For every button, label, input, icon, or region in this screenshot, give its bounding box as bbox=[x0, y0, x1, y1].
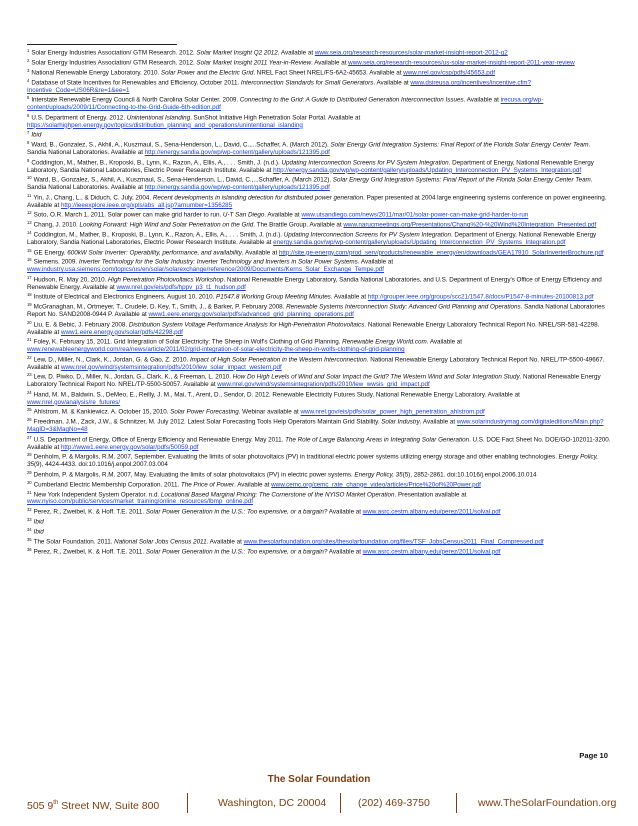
footnote-number: 8 bbox=[27, 140, 30, 146]
footnote-text: Chang, J. 2010. bbox=[33, 221, 80, 229]
footnote-title: Distribution System Voltage Performance Analysis for High-Penetration Photovoltaics bbox=[128, 321, 365, 329]
footnote-number: 3 bbox=[27, 67, 30, 73]
footnote-text: Ward, B., Gonzalez, S., Akhil, A., Kuszmaul, S., Sena-Henderson, L., David, C.,...Schaffer, A. (March 2012). bbox=[31, 141, 331, 149]
footnote-text: U.S. Department of Energy, Office of Energy Efficiency and Renewable Energy. May 2011. bbox=[33, 436, 286, 444]
footnote-link[interactable]: www.asrc.cestm.albany.edu/perez/2011/solval.pdf bbox=[362, 548, 501, 556]
footnote bbox=[27, 354, 611, 371]
footnote-title: Solar Market Insight 2011 Year-in-Review bbox=[196, 59, 312, 67]
footnote bbox=[27, 526, 611, 536]
footnote-text: Hudson, R. May 20, 2010. bbox=[33, 276, 109, 284]
footnote-detail: . Available at bbox=[277, 49, 315, 57]
footnote bbox=[27, 192, 611, 209]
footnote-text: Perez, R., Zweibel, K. & Hoff. T.E. 2011. bbox=[33, 508, 146, 516]
footnote-text: Interstate Renewable Energy Council & North Carolina Solar Center. 2009. bbox=[31, 96, 240, 104]
footnote-text: Cumberland Electric Membership Corporation. 2011. bbox=[33, 480, 181, 488]
footnote-text: Institute of Electrical and Electronics Engineers. August 10, 2010. bbox=[33, 293, 217, 301]
footnote-title: Energy Policy, 35 bbox=[354, 471, 403, 479]
footnote-number: 10 bbox=[27, 175, 32, 181]
footnote-detail: . Available at bbox=[206, 538, 244, 546]
footnote bbox=[27, 57, 611, 67]
footnote-number: 14 bbox=[27, 230, 32, 236]
footer-address-number: 505 9 bbox=[27, 800, 54, 812]
footnote-title: Solar Energy Grid Integration Systems: Final Report of the Florida Solar Energy Center Team bbox=[330, 141, 589, 149]
footnote-title: 600kW Solar Inverter: Operability, performance, and availability bbox=[67, 248, 242, 256]
footnote-number: 27 bbox=[27, 434, 32, 440]
footnote-text: Solar Energy Industries Association/ GTM Research. 2012. bbox=[31, 59, 197, 67]
footnote-detail: . Sandia National Laboratories. Available at bbox=[27, 141, 591, 157]
footnote-link[interactable]: www.narucmeetings.org/Presentations/Chang%20-%20Wind%20Integration_Presented.pdf bbox=[343, 221, 597, 229]
footnote-link[interactable]: www.nrel.gov/wind/systemsintegration/pdfs/2010/lew_solar_impact_western.pdf bbox=[60, 363, 282, 371]
footnote-text: The Solar Foundation. 2011. bbox=[33, 538, 115, 546]
footnote-detail: Available at bbox=[327, 548, 363, 556]
footnote-detail: . Available at bbox=[330, 293, 368, 301]
footnote-text: McGranaghan, M., Ortmeyer, T., Crudele, D. Key, T., Smith, J., & Barker, P. February 2008. bbox=[33, 303, 287, 311]
footnote-number: 15 bbox=[27, 247, 32, 253]
footnote bbox=[27, 157, 611, 174]
footnote-link[interactable]: energy.sandia.gov/wp/wp-content/gallery/uploads/Updating_Interconnection_PV_Systems_Integration.pdf bbox=[273, 238, 566, 246]
footnote-link[interactable]: http://energy.sandia.gov/wp/wp-content/gallery/uploads/121395.pdf bbox=[144, 149, 330, 157]
footnote-detail: . NREL Fact Sheet NREL/FS-6A2-45653. Available at bbox=[253, 69, 404, 77]
footnote-link[interactable]: www.industry.usa.siemens.com/topics/us/en/solar/solarexchange/reference/2009/Documents/Kerns_Solar_Exchange_Tempe.pdf bbox=[27, 266, 385, 274]
footnote-title: Looking Forward: High Wind and Solar Penetration on the Grid bbox=[79, 221, 254, 229]
footnote-detail: . Available at bbox=[463, 96, 501, 104]
footnote-title: Solar Market Insight Q2 2012 bbox=[196, 49, 278, 57]
footnote bbox=[27, 434, 611, 451]
footnote-link[interactable]: www.renewableenergyworld.com/rea/news/article/2011/02/grid-integration-of-solar-electricity-the-sheep-in-wolfs-clothing-of-grid-planning bbox=[27, 346, 405, 354]
footnote-number: 28 bbox=[27, 452, 32, 458]
footnote-title: National Solar Jobs Census 2011 bbox=[114, 538, 207, 546]
footnote-link[interactable]: http://site.ge-energy.com/prod_serv/products/renewable_energy/en/downloads/GEA17910_SolarInverterBrochure.pdf bbox=[278, 248, 604, 256]
footnote-number: 31 bbox=[27, 489, 32, 495]
footnote-number: 12 bbox=[27, 210, 32, 216]
footnote-text: Ward, B., Gonzalez, S., Akhil, A., Kuszmaul, S., Sena-Henderson, L., David, C.,...Schaffer, A. (March 2012). bbox=[33, 176, 333, 184]
footnote-detail: . Presentation available at bbox=[394, 490, 467, 498]
footnote-text: Lew, D. Piwko, D., Miller, N., Jordan, G., Clark, K., & Freeman, L. 2010. bbox=[33, 373, 233, 381]
footnote bbox=[27, 67, 611, 77]
footnote bbox=[27, 229, 611, 246]
footnote-title: Recent developments in islanding detection for distributed power generation bbox=[152, 194, 364, 202]
footnote-detail: . Sandia National Laboratories Report No. SAND2008-0944 P. Available at bbox=[27, 303, 605, 319]
footnote bbox=[27, 371, 611, 388]
footnote-number: 19 bbox=[27, 302, 32, 308]
footnote-link[interactable]: http://energy.sandia.gov/wp/wp-content/gallery/uploads/Updating_Interconnection_PV_Systems_Integration.pdf bbox=[273, 166, 582, 174]
footnote bbox=[27, 389, 611, 406]
footnote-text: Soto, O.R. March 1, 2011. Solar power can make grid harder to run. bbox=[33, 211, 223, 219]
footnote-link[interactable]: www.asrc.cestm.albany.edu/perez/2011/solval.pdf bbox=[362, 508, 501, 516]
footnote-text: Siemens. 2009. bbox=[33, 258, 79, 266]
footnote-detail: . SunShot Initiative High Penetration Solar Portal. Available at bbox=[190, 114, 361, 122]
footnote bbox=[27, 94, 611, 111]
footer-phone: (202) 469-3750 bbox=[358, 797, 430, 809]
footnote-detail: . Webinar available at bbox=[238, 408, 301, 416]
footnote-title: U-T San Diego bbox=[222, 211, 265, 219]
footnote-detail: . Paper presented at 2004 large engineering systems conference on power engineering. Available at bbox=[27, 194, 607, 209]
footer-address-suffix: th bbox=[53, 800, 59, 806]
footnote bbox=[27, 47, 611, 57]
footnote-link[interactable]: https://solarhighpen.energy.gov/topics/distribution_planning_and_operations/unintentional_islanding bbox=[27, 121, 303, 129]
footnote-number: 7 bbox=[27, 130, 30, 136]
footer-contact-row bbox=[0, 793, 638, 813]
footnote-link[interactable]: www.solarindustrymag.com/digitaleditions/Main.php?MagID=3&MagNo=48 bbox=[27, 418, 604, 434]
footnote-number: 4 bbox=[27, 77, 30, 83]
footnote-title: Solar Energy Grid Integration Systems: Final Report of the Florida Solar Energy Center Team bbox=[332, 176, 591, 184]
footnote-link[interactable]: www.dsireusa.org/incentives/incentive.cfm?Incentive_Code=US06R&re=1&ee=1 bbox=[27, 79, 531, 94]
footnote-title: How Do High Levels of Wind and Solar Impact the Grid? The Western Wind and Solar Integration Study bbox=[232, 373, 520, 381]
footnote-title: The Price of Power bbox=[180, 480, 235, 488]
footnote-title: Solar Power Forecasting bbox=[170, 408, 239, 416]
footnote bbox=[27, 336, 611, 353]
footnote-detail: . Available at bbox=[311, 59, 349, 67]
footnote-detail: . National Renewable Energy Laboratory, Sandia National Laboratories, and U.S. Department of Energy's Office of Energy Efficiency and Renewable Energy. Available at bbox=[27, 276, 602, 291]
footnote-number: 9 bbox=[27, 157, 30, 163]
footnote-link[interactable]: www1.eere.energy.gov/solar/pdfs/advanced_grid_planning_operations.pdf bbox=[148, 311, 354, 319]
footnote-link[interactable]: www.seia.org/research-resources/us-solar-market-insight-report-2011-year-review bbox=[348, 59, 575, 67]
footnote-text: Coddington, M., Mather, B., Kroposki, B., Lynn, K., Razon, A., Ellis, A., . . . Smith, J. (n.d.). bbox=[33, 231, 284, 239]
footnote-number: 1 bbox=[27, 48, 30, 53]
footnote-link[interactable]: http://energy.sandia.gov/wp/wp-content/gallery/uploads/121395.pdf bbox=[144, 184, 330, 192]
footnote-number: 5 bbox=[27, 95, 30, 101]
footnote-link[interactable]: www.seia.org/research-resources/solar-market-insight-report-2012-q2 bbox=[314, 49, 508, 57]
footnote-text: Perez, R., Zweibel, K. & Hoff. T.E. 2011. bbox=[33, 548, 146, 556]
footnote-link[interactable]: www.nrel.gov/analysis/re_futures/ bbox=[27, 398, 121, 406]
footnote bbox=[27, 139, 611, 156]
footer-website[interactable]: www.TheSolarFoundation.org bbox=[478, 797, 617, 809]
footnote-text: GE Energy. bbox=[33, 248, 68, 256]
footnote-detail: . National Renewable Energy Laboratory Technical Report No. NREL/TP-5500-49667. Available at bbox=[27, 356, 605, 371]
page-number: Page 10 bbox=[579, 751, 608, 760]
footnotes-list bbox=[27, 47, 611, 556]
footnote-detail: (9), 4424-4433. doi:10.1016/j.enpol.2007.03.004 bbox=[33, 461, 168, 469]
footnote-number: 29 bbox=[27, 469, 32, 475]
footer-divider bbox=[456, 793, 457, 813]
footnote-link[interactable]: irecusa.org/wp-content/uploads/2009/11/Connecting-to-the-Grid-Guide-6th-edition.pdf bbox=[27, 96, 544, 112]
footnote-detail: . U.S. DOE Fact Sheet No. DOE/GO-102011-3200. Available at bbox=[27, 436, 611, 451]
footnote bbox=[27, 489, 611, 506]
footer-address-street: Street NW, Suite 800 bbox=[58, 800, 160, 812]
footnote bbox=[27, 301, 611, 318]
footnote-number: 32 bbox=[27, 507, 32, 512]
footnote-detail: . National Renewable Energy Laboratory Technical Report No. NREL/TP-5500-50057. Available at bbox=[27, 373, 601, 389]
footnote-number: 16 bbox=[27, 257, 32, 263]
footnote-link[interactable]: www.nrel.gov/csp/pdfs/45653.pdf bbox=[403, 69, 495, 77]
footnote-text: Denholm, P. & Margolis, R.M. 2007, September. Evaluating the limits of solar photovoltaics (PV) in traditional electric power systems utilizing energy storage and other enabling technologies. bbox=[33, 453, 559, 461]
footnote-detail: . Department of Energy, National Renewable Energy Laboratory, Sandia National Laboratories, Electric Power Research Institute. Available at bbox=[27, 159, 594, 174]
footnote bbox=[27, 291, 611, 301]
footnote-number: 23 bbox=[27, 372, 32, 378]
footnote bbox=[27, 536, 611, 546]
footnote bbox=[27, 112, 611, 129]
footnote-text: Solar Energy Industries Association/ GTM Research. 2012. bbox=[31, 49, 197, 57]
footnote-detail: . Sandia National Laboratories. Available at bbox=[27, 176, 593, 192]
footnote-title: The Role of Large Balancing Areas in Integrating Solar Generation bbox=[285, 436, 470, 444]
footnote-title: High Penetration Photovoltaics Workshop bbox=[108, 276, 224, 284]
footnote bbox=[27, 174, 611, 191]
footnote-number: 18 bbox=[27, 292, 32, 298]
footnote bbox=[27, 479, 611, 489]
footnote bbox=[27, 256, 611, 273]
footnote-title: Energy Policy, 35 bbox=[27, 453, 599, 469]
footnote-title: Solar Power and the Electric Grid bbox=[160, 69, 254, 77]
footnote-title: Updating Interconnection Screens for PV System Integration bbox=[281, 159, 449, 167]
footnote-detail: . Available at bbox=[357, 258, 394, 266]
footnote-text: Freedman, J.M., Zack, J.W., & Schnitzer, M. July 2012. Latest Solar Forecasting Tools Help Operators Maintain Grid Stability. bbox=[33, 418, 382, 426]
footnote-detail: . Available at bbox=[264, 211, 302, 219]
footnote-title: Updating Interconnection Screens for PV System Integration bbox=[283, 231, 451, 239]
footnote-detail: . Available at bbox=[419, 418, 457, 426]
footnote-title: Locational Based Marginal Pricing: The Cornerstone of the NYISO Market Operation bbox=[160, 490, 395, 498]
footnote-number: 11 bbox=[27, 192, 32, 198]
footnote-title: Ibid bbox=[33, 518, 44, 526]
footnote-title: Impact of High Solar Penetration in the Western Interconnection bbox=[189, 356, 367, 364]
footer-city: Washington, DC 20004 bbox=[218, 797, 327, 809]
footnote-number: 24 bbox=[27, 389, 32, 395]
footnote bbox=[27, 77, 611, 94]
footnote-title: Connecting to the Grid: A Guide to Distributed Generation Interconnection Issues bbox=[239, 96, 464, 104]
footnote-number: 36 bbox=[27, 546, 32, 552]
footnote bbox=[27, 416, 611, 433]
footnote-number: 33 bbox=[27, 516, 32, 522]
footnote-link[interactable]: www1.eere.energy.gov/solar/pdfs/42298.pdf bbox=[60, 328, 183, 336]
footnote-link[interactable]: http://ieeexplore.ieee.org/xpls/abs_all.jsp?arnumber=1356285 bbox=[60, 201, 233, 209]
footnote-number: 26 bbox=[27, 417, 32, 423]
footnote-number: 25 bbox=[27, 407, 32, 413]
footnote-link[interactable]: www.nrel.gov/wind/systemsintegration/pdfs/2010/lew_wwsis_grid_impact.pdf bbox=[217, 381, 430, 389]
footer-divider bbox=[187, 793, 188, 813]
footnote-title: Renewable Energy World.com bbox=[342, 338, 427, 346]
footnote-detail: Available at bbox=[327, 508, 363, 516]
footnote-separator bbox=[27, 44, 177, 45]
footnote-detail: (5), 2852-2861. doi:10.1016/j.enpol.2006.10.014 bbox=[402, 471, 537, 479]
footnote-number: 21 bbox=[27, 337, 32, 343]
footer-address bbox=[27, 793, 159, 813]
footer-divider bbox=[340, 793, 341, 813]
footer-organization: The Solar Foundation bbox=[267, 774, 371, 785]
footnote-title: Ibid bbox=[31, 131, 42, 139]
footnote-number: 22 bbox=[27, 354, 32, 360]
footnote-text: Lew, D., Miller, N., Clark, K., Jordan, G. & Gao, Z. 2010. bbox=[33, 356, 190, 364]
footnote-number: 13 bbox=[27, 220, 32, 226]
footnote-number: 30 bbox=[27, 479, 32, 485]
footnote-title: Unintentional Islanding bbox=[126, 114, 191, 122]
footnote bbox=[27, 219, 611, 229]
footnote-title: Renewable Systems Interconnection Study: Advanced Grid Planning and Operations bbox=[286, 303, 521, 311]
footnote-text: National Renewable Energy Laboratory. 2010. bbox=[31, 69, 161, 77]
footnote-number: 2 bbox=[27, 57, 30, 63]
footnote-detail: . Available at bbox=[234, 480, 272, 488]
footnote bbox=[27, 129, 611, 139]
footnote bbox=[27, 209, 611, 219]
footnote-title: Solar Power Generation in the U.S.: Too expensive, or a bargain? bbox=[145, 508, 328, 516]
footnote-detail: . National Renewable Energy Laboratory Technical Report No. NREL/SR-581-42298. Available at bbox=[27, 321, 600, 336]
footnote-title: Inverter Technology for the Solar Industry: Inverter Technology and Inverters in Solar Power Systems bbox=[78, 258, 358, 266]
footnote-text: Coddington, M., Mather, B., Kroposki, B., Lynn, K., Razon, A., Ellis, A., . . . Smith, J. (n.d.). bbox=[31, 159, 282, 167]
footnote-detail: . Available at bbox=[241, 248, 279, 256]
footnote-detail: . Department of Energy, National Renewable Energy Laboratory, Sandia National Laboratories, Electric Power Research Institute. Available at bbox=[27, 231, 597, 246]
footnote-number: 17 bbox=[27, 274, 32, 280]
footnote-title: Solar Industry bbox=[381, 418, 420, 426]
footnote-title: P1547.8 Working Group Meeting Minutes bbox=[216, 293, 331, 301]
footnote-link[interactable]: http://grouper.ieee.org/groups/scc21/1547.8/docs/P1547-8-minutes-20100813.pdf bbox=[367, 293, 594, 301]
footnote bbox=[27, 506, 611, 516]
footnote-link[interactable]: www.nrel.gov/eis/pdfs/solar_power_high_penetration_ahlstrom.pdf bbox=[300, 408, 485, 416]
footnote-detail: . The Brattle Group. Available at bbox=[253, 221, 344, 229]
footnote-text: Database of State Incentives for Renewables and Efficiency. October 2011. bbox=[31, 79, 241, 87]
footnote-number: 20 bbox=[27, 319, 32, 325]
footnote-text: Denholm, P. & Margolis, R.M. 2007, May. Evaluating the limits of solar photovoltaics (PV) in electric power systems. bbox=[33, 471, 355, 479]
footnote bbox=[27, 319, 611, 336]
footnote-link[interactable]: www.utsandiego.com/news/2011/mar/01/solar-power-can-make-grid-harder-to-run bbox=[301, 211, 529, 219]
footnote-title: Interconnection Standards for Small Generators bbox=[240, 79, 374, 87]
footnote bbox=[27, 469, 611, 479]
footnote-text: Foley, K. February 15, 2011. Grid Integration of Solar Electricity: The Sheep in Wolf's Clothing of Grid Planning. bbox=[33, 338, 343, 346]
footnote-title: Solar Power Generation in the U.S.: Too expensive, or a bargain? bbox=[145, 548, 328, 556]
footnote-title: Ibid bbox=[33, 528, 44, 536]
footnote-detail: . Available at bbox=[373, 79, 411, 87]
footnote-number: 34 bbox=[27, 526, 32, 532]
footnote-link[interactable]: www.cemc.org/cemc_rate_change_video/articles/Price%20of%20Power.pdf bbox=[271, 480, 481, 488]
footnote-text: Liu, E. & Bebic, J. February 2008. bbox=[33, 321, 129, 329]
footnote-text: New York Independent System Operator. n.d. bbox=[33, 490, 161, 498]
footnote-number: 6 bbox=[27, 112, 30, 118]
footnote-link[interactable]: http://www1.eere.energy.gov/solar/pdfs/50059.pdf bbox=[60, 443, 199, 451]
footnote-text: Ahlstrom, M. & Kankiewicz. A. October 15, 2010. bbox=[33, 408, 171, 416]
footnote bbox=[27, 516, 611, 526]
footnote-link[interactable]: www.nyiso.com/public/services/market_training/online_resources/lbmp_online.pdf bbox=[27, 498, 253, 506]
footnote-text: U.S. Department of Energy. 2012. bbox=[31, 114, 127, 122]
footnote-detail: . Available at bbox=[426, 338, 463, 346]
footnote bbox=[27, 451, 611, 468]
page-footer bbox=[0, 767, 638, 826]
footnote-text: Hand, M. M., Baldwin, S., DeMeo, E., Reilly, J. M., Mai, T., Arent, D., Sendor, D. 2012. Renewable Electricity Futures Study. National Renewable Energy Laboratory. Available at bbox=[33, 391, 520, 399]
footnote-link[interactable]: www.nrel.gov/eis/pdfs/hppv_p3_t1_hudson.pdf bbox=[116, 283, 246, 291]
footnote bbox=[27, 274, 611, 291]
footnote bbox=[27, 546, 611, 556]
footnote-number: 35 bbox=[27, 536, 32, 542]
footnote-text: Yin, J., Chang, L., & Diduch, C. July, 2004. bbox=[33, 194, 153, 202]
footnote-link[interactable]: www.thesolarfoundation.org/sites/thesolarfoundation.org/files/TSF_JobsCensus2011_Final_Compressed.pdf bbox=[243, 538, 544, 546]
footnote bbox=[27, 406, 611, 416]
footnote bbox=[27, 247, 611, 257]
